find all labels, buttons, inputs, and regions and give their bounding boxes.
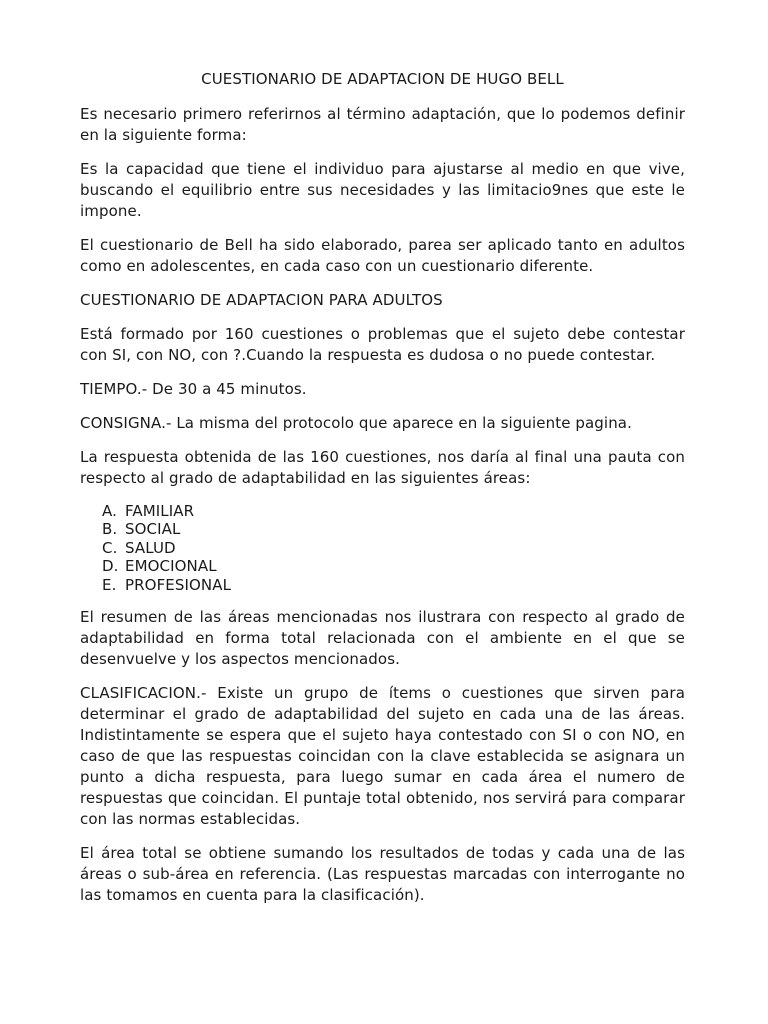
paragraph-time: TIEMPO.- De 30 a 45 minutos. (80, 380, 307, 398)
list-item-label: SOCIAL (125, 520, 181, 539)
document-title: CUESTIONARIO DE ADAPTACION DE HUGO BELL (201, 70, 564, 88)
document-page (80, 69, 685, 919)
list-item (102, 502, 685, 520)
paragraph-bell-description: El cuestionario de Bell ha sido elaborado, parea ser aplicado tanto en adultos como en adolescentes, en cada caso con un cuestionario diferente. (80, 236, 685, 275)
list-item-label: FAMILIAR (125, 502, 195, 520)
paragraph-results: La respuesta obtenida de las 160 cuestiones, nos daría al final una pauta con respecto al grado de adaptabilidad en las siguientes áreas: (80, 448, 685, 487)
list-marker: B. (102, 520, 118, 539)
paragraph-definition: Es la capacidad que tiene el individuo para ajustarse al medio en que vive, buscando el equilibrio entre sus necesidades y las limitacio9nes que este le impone. (80, 160, 685, 220)
list-item (102, 539, 685, 557)
list-item (102, 557, 685, 575)
list-marker: E. (102, 575, 117, 594)
paragraph-summary: El resumen de las áreas mencionadas nos ilustrara con respecto al grado de adaptabilidad en forma total relacionada con el ambiente en el que se desenvuelve y los aspectos mencionados. (80, 608, 685, 669)
paragraph-composition: Está formado por 160 cuestiones o problemas que el sujeto debe contestar con SI, con NO, con ?.Cuando la respuesta es dudosa o no puede contestar. (80, 325, 685, 364)
paragraph-instruction: CONSIGNA.- La misma del protocolo que aparece en la siguiente pagina. (80, 414, 632, 432)
list-item (102, 576, 685, 594)
list-marker: C. (102, 538, 118, 557)
list-item-label: PROFESIONAL (125, 575, 232, 594)
paragraph-total-area: El área total se obtiene sumando los resultados de todas y cada una de las áreas o sub-área en referencia. (Las respuestas marcadas con interrogante no las tomamos en cuenta para la clasificación). (80, 844, 685, 905)
list-item-label: EMOCIONAL (125, 557, 217, 576)
list-marker: A. (102, 502, 117, 520)
section-heading-adults: CUESTIONARIO DE ADAPTACION PARA ADULTOS (80, 291, 443, 309)
list-item (102, 520, 685, 538)
paragraph-classification: CLASIFICACION.- Existe un grupo de ítems o cuestiones que sirven para determinar el grado de adaptabilidad del sujeto en cada una de las áreas. Indistintamente se espera que el sujeto haya contestado con SI o con NO, en caso de que las respuestas coincidan con la clave establecida se asignara un punto a dicha respuesta, para luego sumar en cada área el numero de respuestas que coincidan. El puntaje total obtenido, nos servirá para comparar con las normas establecidas. (80, 684, 685, 829)
paragraph-intro: Es necesario primero referirnos al término adaptación, que lo podemos definir en la siguiente forma: (80, 105, 685, 144)
areas-list (80, 502, 685, 594)
list-marker: D. (102, 557, 119, 576)
list-item-label: SALUD (125, 538, 176, 557)
